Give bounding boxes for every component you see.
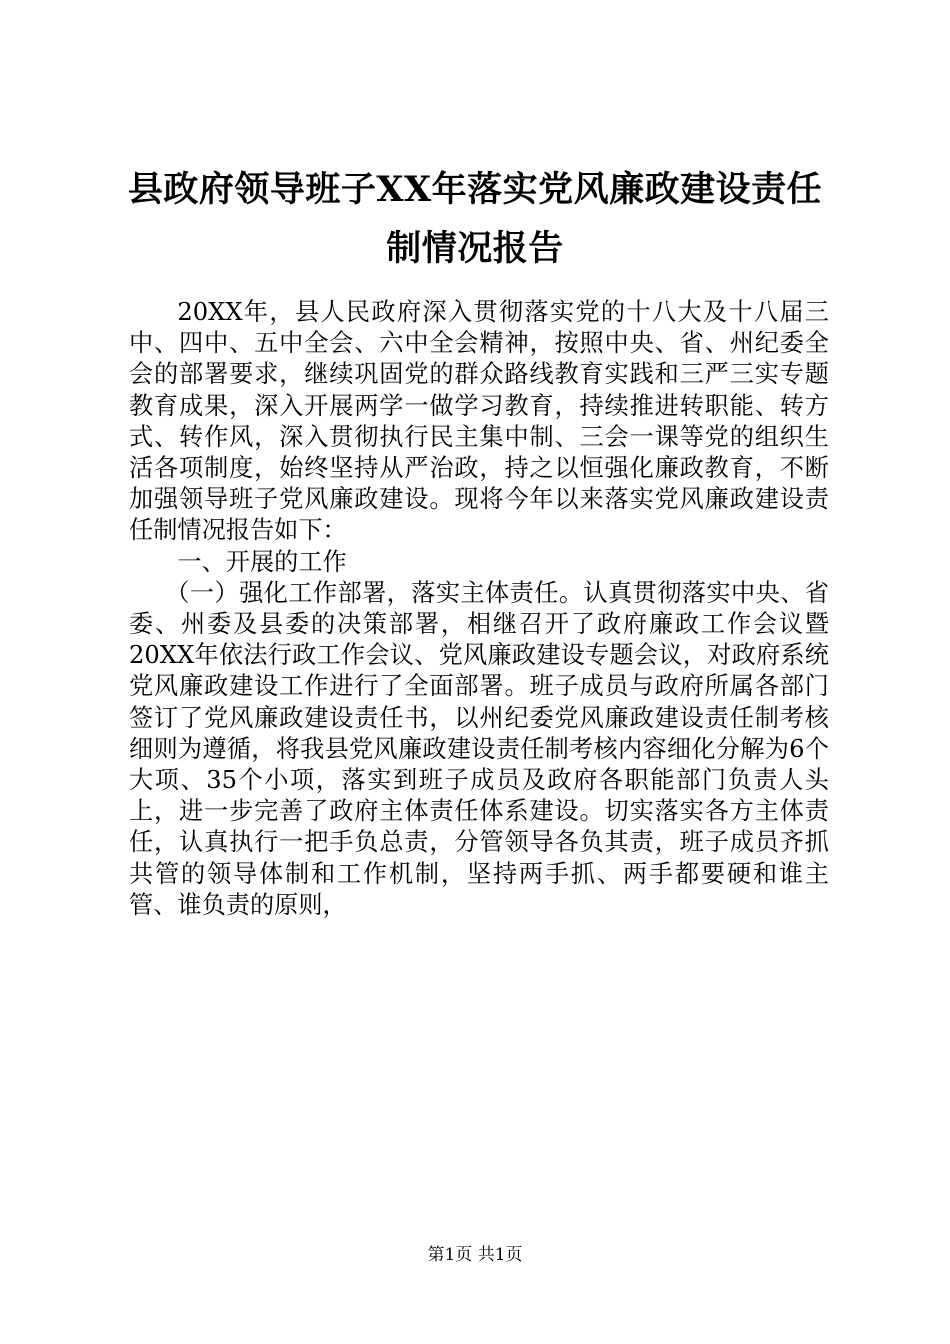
- title-line-2: 制情况报告: [386, 228, 564, 269]
- intro-paragraph: 20XX年，县人民政府深入贯彻落实党的十八大及十八届三中、四中、五中全会、六中全会精神，按照中央、省、州纪委全会的部署要求，继续巩固党的群众路线教育实践和三严三实专题教育成果，深入开展两学一做学习教育，持续推进转职能、转方式、转作风，深入贯彻执行民主集中制、三会一课等党的组织生活各项制度，始终坚持从严治政，持之以恒强化廉政教育，不断加强领导班子党风廉政建设。现将今年以来落实党风廉政建设责任制情况报告如下：: [129, 298, 829, 545]
- section-heading: 一、开展的工作: [177, 547, 347, 576]
- page-footer: 第1页 共1页: [427, 1245, 523, 1265]
- document-body: [129, 297, 829, 921]
- subsection-paragraph: （一）强化工作部署，落实主体责任。认真贯彻落实中央、省委、州委及县委的决策部署，相继召开了政府廉政工作会议暨20XX年依法行政工作会议、党风廉政建设专题会议，对政府系统党风廉政建设工作进行了全面部署。班子成员与政府所属各部门签订了党风廉政建设责任书，以州纪委党风廉政建设责任制考核细则为遵循，将我县党风廉政建设责任制考核内容细化分解为6个大项、35个小项，落实到班子成员及政府各职能部门负责人头上，进一步完善了政府主体责任体系建设。切实落实各方主体责任，认真执行一把手负总责，分管领导各负其责，班子成员齐抓共管的领导体制和工作机制，坚持两手抓、两手都要硬和谁主管、谁负责的原则，: [129, 578, 829, 919]
- document-title: [120, 160, 830, 278]
- title-line-1: 县政府领导班子XX年落实党风廉政建设责任: [127, 169, 823, 210]
